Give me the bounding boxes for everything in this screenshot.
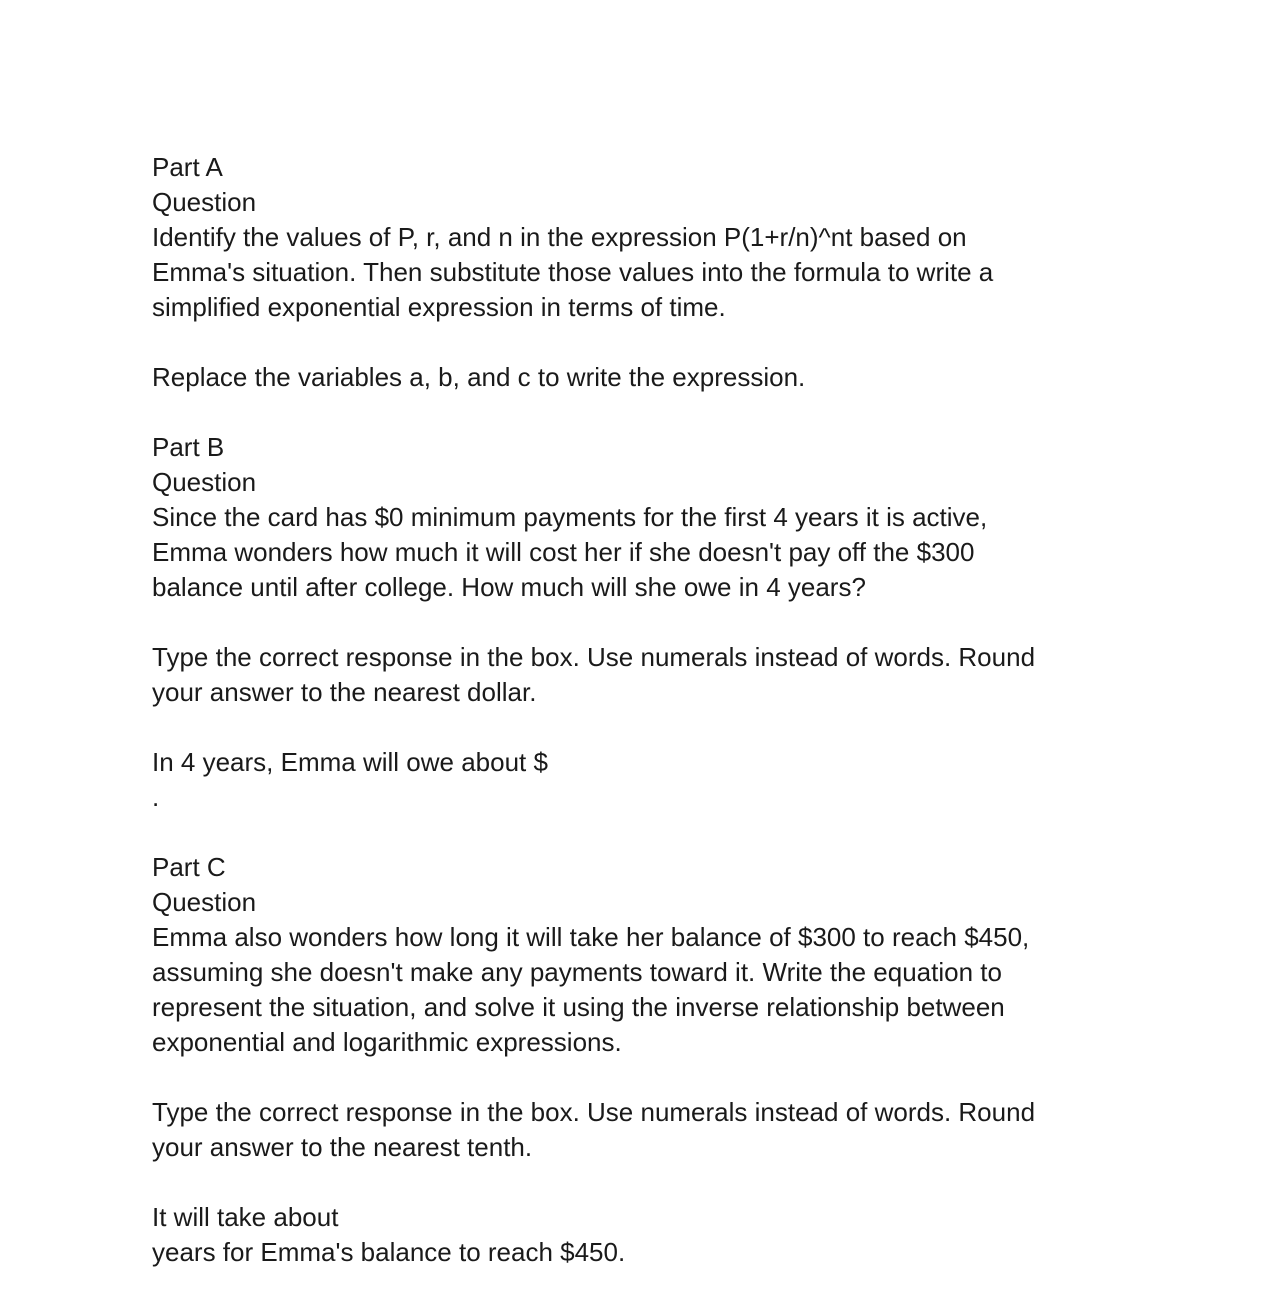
part-b-question-label: Question [152, 467, 257, 497]
part-a-heading: Part A [152, 152, 223, 182]
part-c-instruction-line: Type the correct response in the box. Use numerals instead of words. Round [152, 1097, 1036, 1127]
part-b-question-line: Since the card has $0 minimum payments for the first 4 years it is active, [152, 502, 988, 532]
spacer [152, 1060, 1132, 1095]
spacer [152, 395, 1132, 430]
spacer [152, 325, 1132, 360]
part-a-section [152, 150, 1132, 430]
part-c-answer-suffix: years for Emma's balance to reach $450. [152, 1237, 626, 1267]
document-page [152, 150, 1132, 1270]
part-a-question-label: Question [152, 187, 257, 217]
part-c-question-label: Question [152, 887, 257, 917]
part-b-instruction-line: Type the correct response in the box. Use numerals instead of words. Round [152, 642, 1036, 672]
spacer [152, 605, 1132, 640]
part-c-question-line: represent the situation, and solve it using the inverse relationship between [152, 992, 1005, 1022]
part-c-answer-prefix: It will take about [152, 1202, 339, 1232]
part-b-answer-prefix: In 4 years, Emma will owe about $ [152, 747, 548, 777]
part-c-question-line: assuming she doesn't make any payments toward it. Write the equation to [152, 957, 1002, 987]
part-a-question-line: Identify the values of P, r, and n in the expression P(1+r/n)^nt based on [152, 222, 967, 252]
part-b-question-line: Emma wonders how much it will cost her if she doesn't pay off the $300 [152, 537, 975, 567]
part-c-heading: Part C [152, 852, 226, 882]
part-b-question-line: balance until after college. How much will she owe in 4 years? [152, 572, 866, 602]
part-a-question-line: Emma's situation. Then substitute those values into the formula to write a [152, 257, 994, 287]
spacer [152, 1165, 1132, 1200]
part-b-instruction-line: your answer to the nearest dollar. [152, 677, 537, 707]
part-a-question-line: simplified exponential expression in terms of time. [152, 292, 726, 322]
part-c-question-line: exponential and logarithmic expressions. [152, 1027, 622, 1057]
part-b-answer-suffix: . [152, 782, 160, 812]
part-c-question-line: Emma also wonders how long it will take her balance of $300 to reach $450, [152, 922, 1030, 952]
part-b-heading: Part B [152, 432, 225, 462]
part-c-instruction-line: your answer to the nearest tenth. [152, 1132, 533, 1162]
part-c-section [152, 850, 1132, 1270]
spacer [152, 815, 1132, 850]
part-a-instruction: Replace the variables a, b, and c to write the expression. [152, 362, 806, 392]
part-b-section [152, 430, 1132, 850]
spacer [152, 710, 1132, 745]
